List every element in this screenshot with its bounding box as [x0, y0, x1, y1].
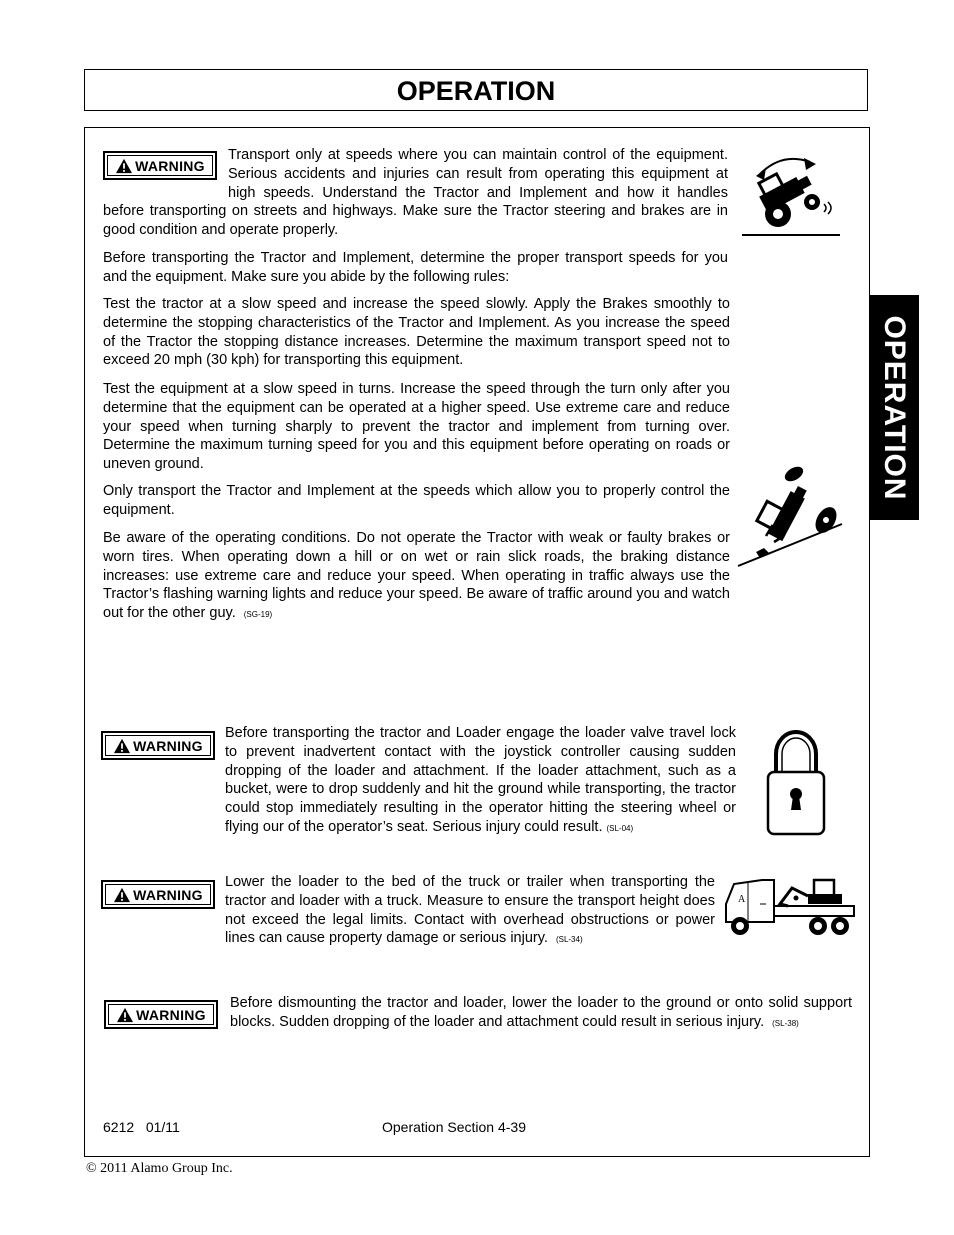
warning-badge-4: [104, 1000, 218, 1029]
tractor-slope-rollover-icon: [736, 462, 844, 570]
side-tab-label: OPERATION: [878, 314, 911, 501]
side-tab: [869, 295, 919, 520]
section-1-paragraph: Test the equipment at a slow speed in turns. Increase the speed through the turn only after you determine that the equipment can be operated at a higher speed. Use extreme care and reduce your speed when turning sharply to prevent the tractor and implement from turning over. Determine the maximum turning speed for you and this equipment before operating on roads or uneven ground.: [103, 381, 730, 473]
page-title: OPERATION: [396, 76, 556, 106]
section-1-paragraph: Be aware of the operating conditions. Do not operate the Tractor with weak or faulty brakes or worn tires. When operating down a hill or on wet or rain slick roads, the braking distance increases: use extreme care and reduce your speed. When operating in traffic always use the Tractor’s flashing warning lights and reduce your speed. Be aware of traffic around you and watch out for the other guy. (SG-19): [103, 530, 730, 622]
warning-triangle-icon: [113, 738, 131, 754]
section-1-intro: Transport only at speeds where you can maintain control of the equipment. Serious accidents and injuries can result from operating this equipment at high speeds. Understand the Tractor and Implement and how it handles before transporting on streets and highways. Make sure the Tractor steering and brakes are in good condition and operate properly.: [103, 147, 728, 239]
truck-door-letter: A: [738, 894, 746, 905]
padlock-icon: [766, 726, 826, 836]
warning-text: WARNING: [133, 886, 203, 903]
section-1-paragraph: Test the tractor at a slow speed and increase the speed slowly. Apply the Brakes smoothly to determine the stopping characteristics of the Tractor and Implement. As you increase the speed of the Tractor the stopping distance increases. Determine the maximum transport speed not to exceed 20 mph (30 kph) for transporting this equipment.: [103, 296, 730, 369]
warning-triangle-icon: [113, 887, 131, 903]
section-page-number: Operation Section 4-39: [382, 1119, 526, 1135]
reference-code: (SL-04): [606, 823, 634, 833]
doc-number: 6212 01/11: [103, 1119, 180, 1135]
tractor-rollover-icon: [742, 152, 842, 238]
warning-badge-2: [101, 731, 215, 760]
reference-code: (SL-34): [555, 935, 583, 945]
truck-transport-icon: [722, 874, 856, 940]
section-4-text: Before dismounting the tractor and loader, lower the loader to the ground or onto solid support blocks. Sudden dropping of the loader and attachment could result in serious injury. (SL-38): [230, 995, 852, 1030]
section-2-text: Before transporting the tractor and Loader engage the loader valve travel lock to prevent inadvertent contact with the joystick controller causing sudden dropping of the loader and attachment. If the loader attachment, such as a bucket, were to drop suddenly and hit the ground while transporting, the tractor could stop immediately resulting in the operator hitting the steering wheel or flying our of the operator’s seat. Serious injury could result. (SL-04): [225, 725, 736, 835]
warning-text: WARNING: [133, 737, 203, 754]
warning-text: WARNING: [136, 1006, 206, 1023]
page-header: [84, 69, 868, 111]
warning-text: WARNING: [135, 157, 205, 174]
reference-code: (SL-38): [772, 1018, 799, 1028]
section-1-paragraph: Before transporting the Tractor and Implement, determine the proper transport speeds for you and the equipment. Make sure you abide by the following rules:: [103, 250, 728, 285]
warning-badge-3: [101, 880, 215, 909]
section-3-text: Lower the loader to the bed of the truck or trailer when transporting the tractor and loader with a truck. Measure to ensure the transport height does not exceed the legal limits. Contact with overhead obstructions or power lines can cause property damage or serious injury. (SL-34): [225, 874, 715, 947]
copyright-notice: © 2011 Alamo Group Inc.: [86, 1161, 233, 1176]
warning-triangle-icon: [116, 1007, 134, 1023]
reference-code: (SG-19): [243, 610, 273, 620]
section-1-paragraph: Only transport the Tractor and Implement at the speeds which allow you to properly control the equipment.: [103, 483, 730, 518]
